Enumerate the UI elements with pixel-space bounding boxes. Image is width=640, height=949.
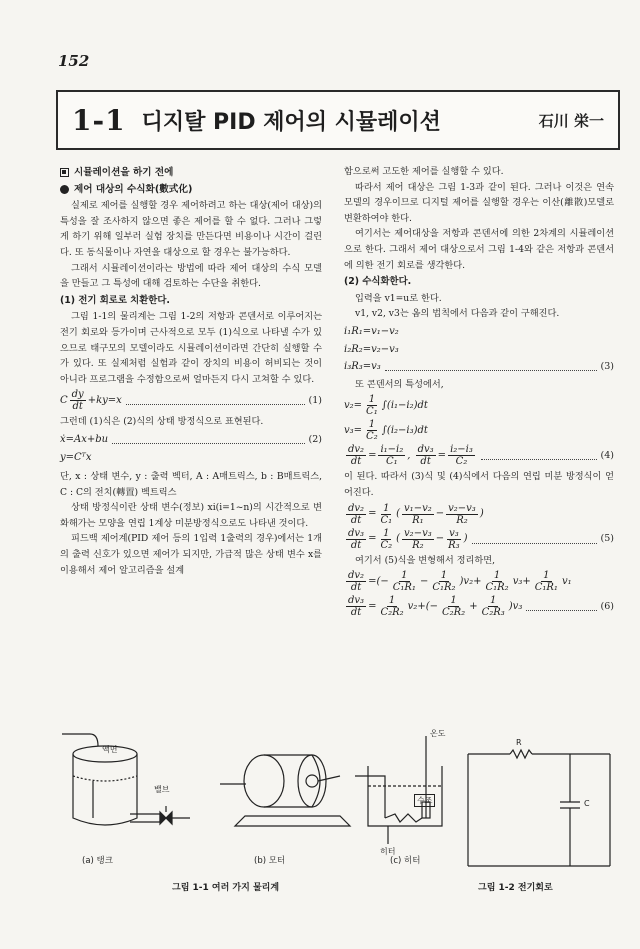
paragraph: 그래서 시뮬레이션이라는 방법에 따라 제어 대상의 수식 모델을 만들고 그 특성에 대해 검토하는 수단을 취한다. <box>60 262 322 290</box>
paragraph: 그림 1-1의 물리계는 그림 1-2의 저항과 콘덴서로 이루어지는 전기 회로와 등가이며 근사적으로 모두 (1)식으로 나타낼 수가 있으므로 태구모의 모델이라도 시뮬레이션이라면 간단히 실행할 수가 있다. 또 실제처럼 실험과 같이 장치의 비용이 허비되는 것이 아니라 프로그램을 수정함으로써 얼마든지 다시 고쳐할 수 있다. <box>60 311 322 385</box>
heater-figure <box>355 736 442 844</box>
paragraph: 여기서 (5)식을 변형해서 정리하면, <box>355 554 496 566</box>
equation-4b: v₃= $\frac{1}{\text{C₂}}$ ∫(i₂−i₃)dt <box>344 419 428 443</box>
equation-2: ẋ=Ax+bu (2) <box>60 433 322 445</box>
paragraph: 상태 방정식이란 상태 변수(정보) xi(i=1~n)의 시간적으로 변화해가는 모양을 연립 1계상 미분방정식으로도 나타낸 것이다. <box>60 502 322 529</box>
equation-6b: $\frac{\text{dv₃}}{dt}$ = $\frac{1}{\text{C₂R₂}}$ v₂+(− $\frac{1}{\text{C₂R₂}}$ + $\frac{1}{\text{C₂R₃}}$ )v₃ (6) <box>348 595 614 619</box>
paragraph: 그런데 (1)식은 (2)식의 상태 방정식으로 표현된다. <box>60 416 264 428</box>
equation-5a: $\frac{\text{dv₂}}{dt}$ = $\frac{1}{\text{C₁}}$ ( $\frac{\text{v₁−v₂}}{\text{R₁}}$ − $\frac{\text{v₂−v₃}}{\text{R₂}}$ ) <box>348 502 484 526</box>
equation-4a: v₂= $\frac{1}{\text{C₁}}$ ∫(i₁−i₂)dt <box>344 394 428 418</box>
equation-1: C $\frac{dy}{dt}$ +ky=x (1) <box>60 389 322 413</box>
heater-label: 히터 <box>380 847 396 856</box>
figure-1-caption: 그림 1-1 여러 가지 물리계 <box>172 883 280 893</box>
tank-figure <box>62 734 190 825</box>
paragraph: 입력을 v1=u로 한다. <box>355 292 442 304</box>
article-title: 디지탈 PID 제어의 시뮬레이션 <box>141 109 441 135</box>
paragraph: 단, x : 상태 변수, y : 출력 벡터, A : A매트릭스, b : B매트릭스, C : C의 전치(轉置) 벡트릭스 <box>60 471 322 498</box>
paragraph: 함으로써 고도한 제어를 실행할 수 있다. <box>344 166 504 177</box>
left-column <box>60 164 322 578</box>
subcaption-motor: (b) 모터 <box>254 856 286 866</box>
resistor-label: R <box>516 738 522 747</box>
page-number: 152 <box>58 52 90 70</box>
paragraph: v1, v2, v3는 옴의 법칙에서 다음과 같이 구해진다. <box>355 308 560 320</box>
motor-figure <box>220 755 350 826</box>
equation-5b: $\frac{\text{dv₃}}{dt}$ = $\frac{1}{\text{C₂}}$ ( $\frac{\text{v₂−v₃}}{\text{R₂}}$ − $\frac{\text{v₃}}{\text{R₃}}$ ) (5) <box>348 527 614 551</box>
subheading: (1) 전기 회로로 치환한다. <box>60 294 170 306</box>
subcaption-tank: (a) 탱크 <box>82 856 113 866</box>
paragraph: 이 된다. 따라서 (3)식 및 (4)식에서 다음의 연립 미분 방정식이 얻어진다. <box>344 471 614 498</box>
square-bullet-icon <box>60 168 69 177</box>
heading-formulation: 제어 대상의 수식화(數式化) <box>60 182 322 198</box>
figures-drawing <box>50 726 630 876</box>
subheading: (2) 수식화한다. <box>344 276 412 288</box>
subcaption-heater: (c) 히터 <box>390 856 421 866</box>
equation-3a: i₁R₁=v₁−v₂ <box>344 325 399 337</box>
article-title-bar <box>56 90 620 150</box>
capacitor-label: C <box>584 799 590 808</box>
paragraph: 실제로 제어를 실행할 경우 제어하려고 하는 대상(제어 대상)의 특성을 잘 조사하지 않으면 좋은 제어를 할 수 없다. 그러나 그렇게 하기 위해 일부러 실험 장치를 만든다면 비용이나 시간이 걸린다. 또 동식물이나 자연을 대상으로 할 경우는 불가능하다. <box>60 200 322 258</box>
section-number: 1-1 <box>72 103 126 137</box>
equation-2b: y=Cᵀx <box>60 451 92 463</box>
circle-bullet-icon <box>60 185 69 194</box>
valve-label: 밸브 <box>154 785 170 794</box>
rc-circuit-figure <box>468 750 610 866</box>
figures-area <box>50 726 630 876</box>
author-name: 石川 栄一 <box>538 111 604 130</box>
equation-3b: i₂R₂=v₂−v₃ <box>344 343 399 355</box>
water-label: 수조 <box>414 794 435 807</box>
temp-label: 온도 <box>430 729 446 738</box>
heading-before-simulation: 시뮬레이션을 하기 전에 <box>60 165 322 181</box>
figure-2-caption: 그림 1-2 전기회로 <box>478 883 553 893</box>
right-column <box>344 164 614 620</box>
paragraph: 따라서 제어 대상은 그림 1-3과 같이 된다. 그러나 이것은 연속 모델의 경우이므로 디지털 제어를 실행할 경우는 이산(離散)모델로 변환하여야 한다. <box>344 181 614 224</box>
paragraph: 또 콘덴서의 특성에서, <box>355 378 444 390</box>
equation-4c: $\frac{\text{dv₂}}{dt}$ = $\frac{\text{i₁−i₂}}{\text{C₁}}$ , $\frac{\text{dv₃}}{dt}$ = $\frac{\text{i₂−i₃}}{\text{C₂}}$ (4) <box>348 444 614 468</box>
equation-6a: $\frac{\text{dv₂}}{dt}$ =(− $\frac{1}{\text{C₁R₁}}$ − $\frac{1}{\text{C₁R₂}}$ )v₂+ $\frac{1}{\text{C₁R₂}}$ v₃+ $\frac{1}{\text{C₁R₁}}$ v₁ <box>348 570 572 594</box>
equation-3c: i₃R₃=v₃ (3) <box>344 361 614 373</box>
paragraph: 여기서는 제어대상을 저항과 콘덴서에 의한 2차계의 시뮬레이션으로 한다. 그래서 제어 대상으로서 그림 1-4와 같은 저항과 콘덴서에 의한 전기 회로를 생각한다. <box>344 228 614 271</box>
tank-label: 액면 <box>102 745 118 754</box>
paragraph: 피드백 제어계(PID 제어 등의 1입력 1출력의 경우)에서는 1개의 출력 신호가 있으면 제어가 되지만, 가급적 많은 상태 변수 x를 이용해서 제어 알고리즘을 설계 <box>60 533 322 576</box>
